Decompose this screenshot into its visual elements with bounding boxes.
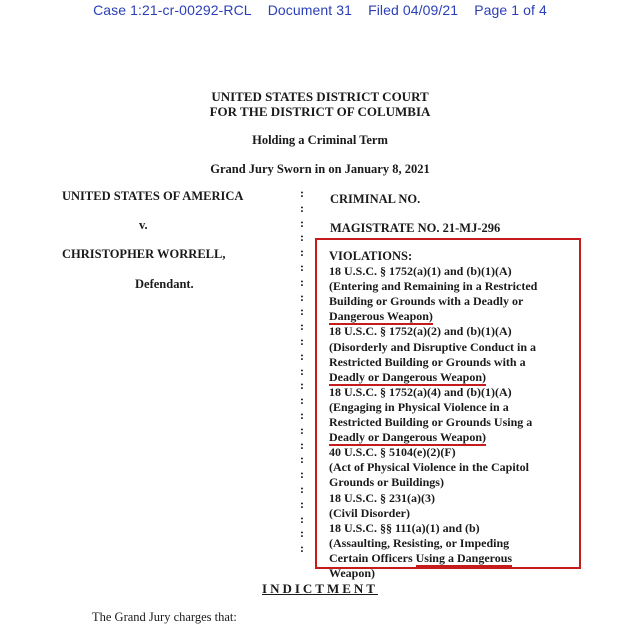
underlined-weapon-text: Deadly or Dangerous Weapon) (329, 369, 487, 384)
violations-title: VIOLATIONS: (329, 249, 413, 263)
underlined-weapon-text: Dangerous Weapon) (329, 309, 433, 324)
document-number: Document 31 (267, 2, 353, 18)
violation-line: Building or Grounds with a Deadly or (329, 294, 524, 309)
defendant-label: Defendant. (135, 277, 194, 291)
grand-jury-charges: The Grand Jury charges that: (92, 610, 237, 624)
criminal-number: CRIMINAL NO. (330, 192, 421, 206)
criminal-term: Holding a Criminal Term (252, 133, 388, 147)
violation-line: 18 U.S.C. § 1752(a)(2) and (b)(1)(A) (329, 324, 512, 339)
plaintiff-name: UNITED STATES OF AMERICA (62, 189, 244, 203)
violation-line: 18 U.S.C. § 231(a)(3) (329, 490, 435, 505)
violation-line: 40 U.S.C. § 5104(e)(2)(F) (329, 445, 456, 460)
magistrate-number: MAGISTRATE NO. 21-MJ-296 (330, 221, 501, 235)
violation-line: (Engaging in Physical Violence in a (329, 399, 509, 414)
violation-line: 18 U.S.C. § 1752(a)(1) and (b)(1)(A) (329, 264, 512, 279)
court-district: FOR THE DISTRICT OF COLUMBIA (209, 104, 431, 119)
violation-line (329, 430, 579, 445)
violation-line (329, 551, 579, 566)
case-number: Case 1:21-cr-00292-RCL (93, 2, 252, 18)
filed-date: Filed 04/09/21 (368, 2, 459, 18)
violation-line: Restricted Building or Grounds Using a (329, 415, 533, 430)
violation-line: (Act of Physical Violence in the Capitol (329, 460, 529, 475)
underlined-weapon-text: Using a Dangerous (415, 550, 513, 565)
court-name: UNITED STATES DISTRICT COURT (211, 89, 429, 104)
violation-line: Restricted Building or Grounds with a (329, 354, 526, 369)
violation-line (329, 309, 579, 324)
defendant-name: CHRISTOPHER WORRELL, (62, 247, 226, 261)
violation-line: Grounds or Buildings) (329, 475, 444, 490)
violation-line: (Assaulting, Resisting, or Impeding (329, 535, 510, 550)
indictment-title: INDICTMENT (262, 581, 378, 596)
violation-line: (Civil Disorder) (329, 505, 410, 520)
violations-list (329, 249, 579, 581)
indictment-heading (0, 581, 640, 597)
violation-line (329, 370, 579, 385)
violation-line: Weapon) (329, 565, 376, 580)
page-count: Page 1 of 4 (474, 2, 547, 18)
grand-jury-line: Grand Jury Sworn in on January 8, 2021 (210, 162, 430, 176)
ecf-header (0, 2, 640, 18)
violation-line: (Entering and Remaining in a Restricted (329, 279, 538, 294)
versus-label: v. (139, 218, 148, 232)
violation-text: Certain Officers (329, 550, 416, 565)
caption-colon-column: : : : : : : : : : : : : : : : : : : : : : : : : : (300, 186, 304, 556)
violation-line: 18 U.S.C. § 1752(a)(4) and (b)(1)(A) (329, 384, 512, 399)
violation-line: 18 U.S.C. §§ 111(a)(1) and (b) (329, 520, 480, 535)
underlined-weapon-text: Deadly or Dangerous Weapon) (329, 430, 487, 445)
violation-line: (Disorderly and Disruptive Conduct in a (329, 339, 537, 354)
